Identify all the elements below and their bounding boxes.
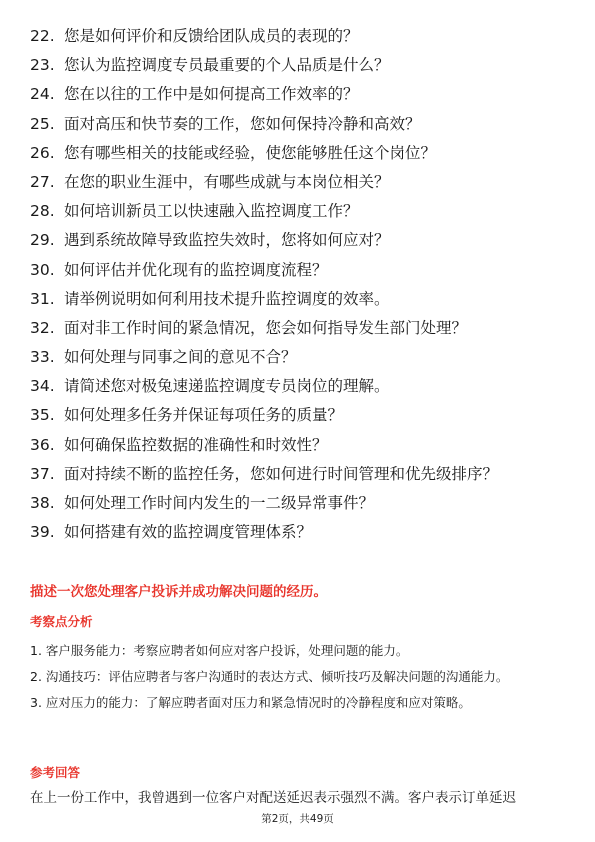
question-text: 如何评估并优化现有的监控调度流程？ — [64, 260, 328, 279]
list-item — [30, 143, 570, 172]
question-text: 如何处理多任务并保证每项任务的质量？ — [64, 406, 344, 425]
list-item — [30, 26, 570, 55]
question-number: 30. — [30, 260, 55, 279]
question-text: 面对持续不断的监控任务，您如何进行时间管理和优先级排序？ — [64, 464, 499, 483]
question-text: 遇到系统故障导致监控失效时，您将如何应对？ — [64, 231, 390, 250]
question-list — [30, 26, 570, 551]
question-number: 25. — [30, 114, 55, 133]
question-number: 24. — [30, 85, 55, 104]
list-item — [30, 435, 570, 464]
page-footer: 第2页，共49页 — [261, 813, 334, 825]
answer-text: 在上一份工作中，我曾遇到一位客户对配送延迟表示强烈不满。客户表示订单延迟 — [30, 790, 516, 806]
question-number: 33. — [30, 348, 55, 367]
list-item — [30, 84, 570, 113]
question-text: 面对高压和快节奏的工作，您如何保持冷静和高效？ — [64, 114, 421, 133]
list-item — [30, 347, 570, 376]
question-text: 在您的职业生涯中，有哪些成就与本岗位相关？ — [64, 172, 390, 191]
question-text: 您是如何评价和反馈给团队成员的表现的？ — [64, 27, 359, 45]
question-number: 34. — [30, 377, 55, 396]
list-item — [30, 464, 570, 493]
list-item — [30, 230, 570, 259]
question-number: 22. — [30, 27, 55, 45]
list-item — [30, 172, 570, 201]
list-item — [30, 376, 570, 405]
question-number: 28. — [30, 202, 55, 221]
question-text: 请举例说明如何利用技术提升监控调度的效率。 — [64, 289, 390, 308]
question-text: 如何搭建有效的监控调度管理体系？ — [64, 523, 313, 542]
question-text: 请简述您对极兔速递监控调度专员岗位的理解。 — [64, 377, 390, 396]
question-text: 如何处理与同事之间的意见不合？ — [64, 348, 297, 367]
list-item — [30, 55, 570, 84]
list-item — [30, 114, 570, 143]
question-number: 36. — [30, 435, 55, 454]
list-item — [30, 493, 570, 522]
analysis-heading: 考察点分析 — [30, 614, 93, 629]
question-number: 37. — [30, 464, 55, 483]
question-number: 29. — [30, 231, 55, 250]
analysis-points — [30, 638, 565, 716]
question-number: 39. — [30, 523, 55, 542]
question-text: 您认为监控调度专员最重要的个人品质是什么？ — [64, 56, 390, 75]
question-text: 如何确保监控数据的准确性和时效性？ — [64, 435, 328, 454]
question-text: 如何培训新员工以快速融入监控调度工作？ — [64, 202, 359, 221]
analysis-point: 2. 沟通技巧：评估应聘者与客户沟通时的表达方式、倾听技巧及解决问题的沟通能力。 — [30, 669, 509, 684]
answer-heading: 参考回答 — [30, 765, 81, 780]
analysis-point: 3. 应对压力的能力：了解应聘者面对压力和紧急情况时的冷静程度和应对策略。 — [30, 695, 471, 710]
question-number: 32. — [30, 318, 55, 337]
list-item — [30, 260, 570, 289]
question-number: 23. — [30, 56, 55, 75]
question-number: 35. — [30, 406, 55, 425]
list-item — [30, 522, 570, 551]
question-text: 如何处理工作时间内发生的一二级异常事件？ — [64, 494, 375, 512]
question-text: 您在以往的工作中是如何提高工作效率的？ — [64, 85, 359, 104]
list-item — [30, 318, 570, 347]
question-text: 您有哪些相关的技能或经验，使您能够胜任这个岗位？ — [64, 143, 437, 162]
question-number: 26. — [30, 143, 55, 162]
featured-question: 描述一次您处理客户投诉并成功解决问题的经历。 — [30, 584, 327, 600]
list-item — [30, 201, 570, 230]
question-number: 31. — [30, 289, 55, 308]
question-number: 27. — [30, 172, 55, 191]
question-text: 面对非工作时间的紧急情况，您会如何指导发生部门处理？ — [64, 318, 468, 337]
list-item — [30, 405, 570, 434]
list-item — [30, 289, 570, 318]
question-number: 38. — [30, 494, 55, 512]
analysis-point: 1. 客户服务能力：考察应聘者如何应对客户投诉，处理问题的能力。 — [30, 643, 409, 658]
